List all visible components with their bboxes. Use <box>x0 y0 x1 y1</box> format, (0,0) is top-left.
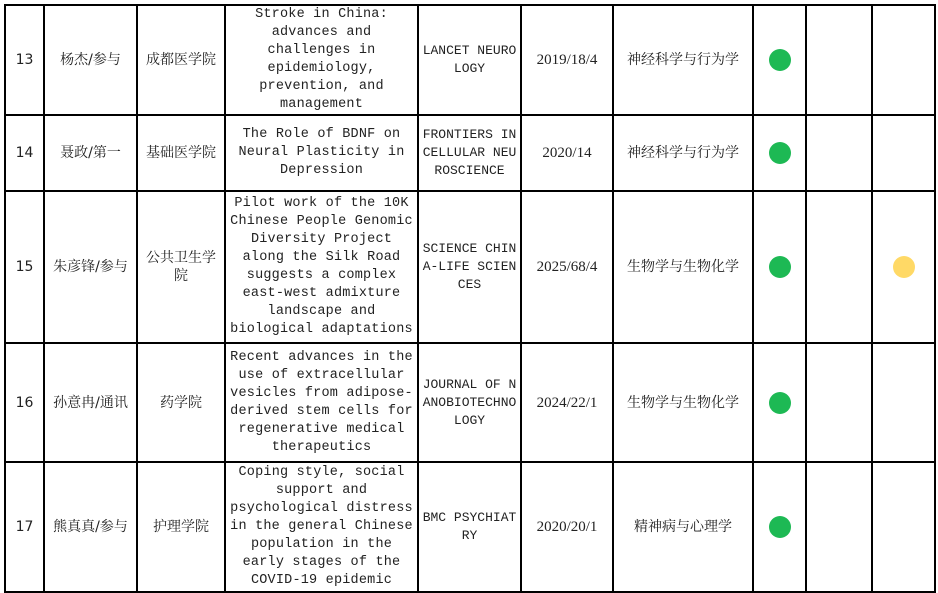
row-number: 16 <box>5 343 44 462</box>
year-volume-issue: 2020/20/1 <box>521 462 613 592</box>
papers-table <box>4 4 936 593</box>
journal-name: BMC PSYCHIATRY <box>418 462 521 592</box>
subject-field: 神经科学与行为学 <box>613 5 753 115</box>
green-dot-icon <box>769 392 791 414</box>
journal-name: SCIENCE CHINA-LIFE SCIENCES <box>418 191 521 343</box>
year-volume-issue: 2024/22/1 <box>521 343 613 462</box>
table-row <box>5 5 935 115</box>
journal-name: LANCET NEUROLOGY <box>418 5 521 115</box>
mark-cell-1 <box>753 115 806 191</box>
year-volume-issue: 2025/68/4 <box>521 191 613 343</box>
school: 基础医学院 <box>137 115 225 191</box>
row-number: 15 <box>5 191 44 343</box>
author-role: 熊真真/参与 <box>44 462 137 592</box>
row-number: 17 <box>5 462 44 592</box>
school: 成都医学院 <box>137 5 225 115</box>
school: 护理学院 <box>137 462 225 592</box>
mark-cell-1 <box>753 462 806 592</box>
table-row <box>5 343 935 462</box>
subject-field: 神经科学与行为学 <box>613 115 753 191</box>
paper-title: Stroke in China: advances and challenges in epidemiology, prevention, and management <box>225 5 418 115</box>
subject-field: 生物学与生物化学 <box>613 191 753 343</box>
green-dot-icon <box>769 49 791 71</box>
year-volume-issue: 2020/14 <box>521 115 613 191</box>
row-number: 13 <box>5 5 44 115</box>
mark-cell-2 <box>806 115 872 191</box>
author-role: 朱彦锋/参与 <box>44 191 137 343</box>
mark-cell-2 <box>806 462 872 592</box>
school: 公共卫生学院 <box>137 191 225 343</box>
paper-title: Coping style, social support and psychological distress in the general Chinese population in the early stages of the COVID-19 epidemic <box>225 462 418 592</box>
green-dot-icon <box>769 142 791 164</box>
mark-cell-2 <box>806 191 872 343</box>
author-role: 聂政/第一 <box>44 115 137 191</box>
mark-cell-2 <box>806 5 872 115</box>
year-volume-issue: 2019/18/4 <box>521 5 613 115</box>
subject-field: 精神病与心理学 <box>613 462 753 592</box>
paper-title: The Role of BDNF on Neural Plasticity in Depression <box>225 115 418 191</box>
journal-name: FRONTIERS IN CELLULAR NEUROSCIENCE <box>418 115 521 191</box>
mark-cell-3 <box>872 5 935 115</box>
green-dot-icon <box>769 516 791 538</box>
paper-title: Recent advances in the use of extracellular vesicles from adipose-derived stem cells for regenerative medical therapeutics <box>225 343 418 462</box>
school: 药学院 <box>137 343 225 462</box>
author-role: 孙意冉/通讯 <box>44 343 137 462</box>
table-row <box>5 462 935 592</box>
journal-name: JOURNAL OF NANOBIOTECHNOLOGY <box>418 343 521 462</box>
mark-cell-1 <box>753 191 806 343</box>
mark-cell-3 <box>872 343 935 462</box>
author-role: 杨杰/参与 <box>44 5 137 115</box>
table-row <box>5 115 935 191</box>
row-number: 14 <box>5 115 44 191</box>
mark-cell-1 <box>753 343 806 462</box>
mark-cell-3 <box>872 462 935 592</box>
table-row <box>5 191 935 343</box>
paper-title: Pilot work of the 10K Chinese People Genomic Diversity Project along the Silk Road suggests a complex east-west admixture landscape and biological adaptations <box>225 191 418 343</box>
yellow-dot-icon <box>893 256 915 278</box>
mark-cell-3 <box>872 115 935 191</box>
mark-cell-2 <box>806 343 872 462</box>
subject-field: 生物学与生物化学 <box>613 343 753 462</box>
mark-cell-1 <box>753 5 806 115</box>
mark-cell-3 <box>872 191 935 343</box>
green-dot-icon <box>769 256 791 278</box>
